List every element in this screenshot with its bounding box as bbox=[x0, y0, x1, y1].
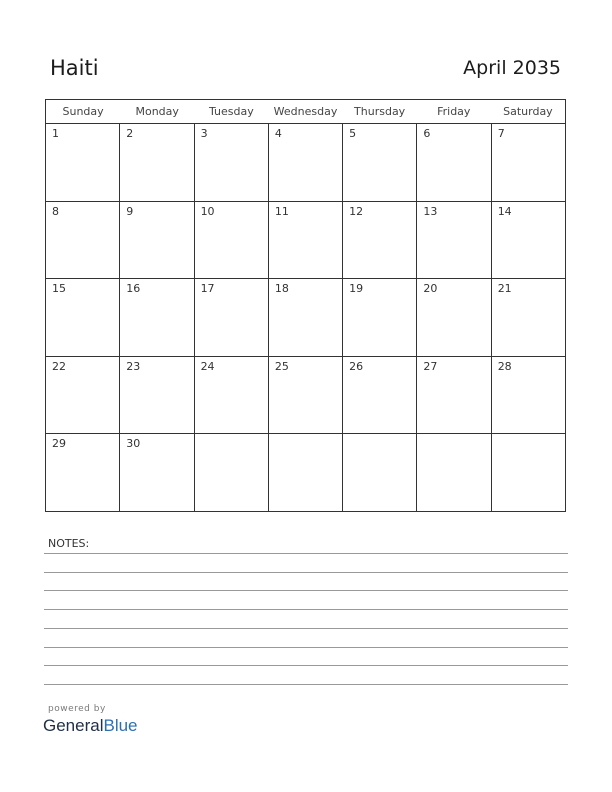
date-number: 13 bbox=[423, 204, 438, 218]
day-cell bbox=[269, 279, 343, 356]
date-number: 17 bbox=[200, 282, 215, 296]
weekday-sunday: Sunday bbox=[62, 105, 104, 118]
date-number: 2 bbox=[126, 127, 134, 140]
date-number: 25 bbox=[274, 359, 289, 373]
date-number: 19 bbox=[349, 282, 364, 296]
logo-text-blue: Blue bbox=[103, 716, 138, 735]
date-number: 26 bbox=[349, 359, 364, 373]
note-line bbox=[44, 609, 568, 610]
date-number: 14 bbox=[497, 204, 512, 218]
day-cell bbox=[269, 124, 343, 201]
weekday-header bbox=[46, 100, 565, 124]
week-row bbox=[46, 202, 565, 280]
calendar-grid bbox=[45, 99, 566, 512]
country-title: Haiti bbox=[50, 56, 99, 80]
date-number: 29 bbox=[52, 437, 66, 451]
weekday-saturday: Saturday bbox=[503, 105, 553, 118]
date-number: 7 bbox=[497, 127, 505, 140]
day-cell bbox=[46, 434, 120, 512]
day-cell bbox=[417, 279, 491, 356]
date-number: 24 bbox=[200, 359, 215, 373]
powered-by-text: powered by bbox=[48, 704, 106, 714]
date-number: 22 bbox=[52, 359, 66, 373]
day-cell bbox=[417, 434, 491, 512]
note-line bbox=[44, 553, 568, 554]
date-number: 18 bbox=[274, 282, 289, 296]
day-cell bbox=[195, 357, 269, 434]
date-number: 8 bbox=[52, 204, 59, 218]
week-row bbox=[46, 357, 565, 435]
date-number: 4 bbox=[274, 127, 282, 140]
weekday-tuesday: Tuesday bbox=[208, 105, 254, 118]
day-cell bbox=[417, 357, 491, 434]
week-row bbox=[46, 124, 565, 202]
weekday-friday: Friday bbox=[437, 105, 471, 118]
day-cell bbox=[120, 434, 194, 512]
date-number: 27 bbox=[423, 359, 438, 373]
day-cell bbox=[492, 357, 565, 434]
day-cell bbox=[492, 124, 565, 201]
day-cell bbox=[269, 357, 343, 434]
day-cell bbox=[120, 202, 194, 279]
day-cell bbox=[46, 279, 120, 356]
day-cell bbox=[343, 202, 417, 279]
date-number: 10 bbox=[200, 204, 215, 218]
date-number: 6 bbox=[423, 127, 431, 140]
date-number: 9 bbox=[126, 204, 134, 218]
day-cell bbox=[492, 279, 565, 356]
note-line bbox=[44, 665, 568, 666]
day-cell bbox=[343, 357, 417, 434]
note-line bbox=[44, 628, 568, 629]
date-number: 21 bbox=[497, 282, 512, 296]
date-number: 20 bbox=[423, 282, 438, 296]
date-number: 1 bbox=[52, 127, 59, 140]
date-number: 23 bbox=[126, 359, 141, 373]
generalblue-logo bbox=[43, 716, 138, 736]
date-number: 3 bbox=[200, 127, 208, 140]
date-number: 28 bbox=[497, 359, 512, 373]
day-cell bbox=[417, 202, 491, 279]
date-number: 11 bbox=[274, 204, 289, 218]
day-cell bbox=[46, 202, 120, 279]
weekday-thursday: Thursday bbox=[354, 105, 406, 118]
day-cell bbox=[417, 124, 491, 201]
day-cell bbox=[343, 279, 417, 356]
day-cell bbox=[269, 202, 343, 279]
week-row bbox=[46, 434, 565, 512]
date-number: 5 bbox=[349, 127, 357, 140]
date-number: 12 bbox=[349, 204, 364, 218]
note-line bbox=[44, 572, 568, 573]
weekday-wednesday: Wednesday bbox=[273, 105, 338, 118]
month-title: April 2035 bbox=[463, 57, 561, 79]
week-row bbox=[46, 279, 565, 357]
day-cell bbox=[343, 124, 417, 201]
day-cell bbox=[195, 202, 269, 279]
day-cell bbox=[269, 434, 343, 512]
day-cell bbox=[120, 357, 194, 434]
day-cell bbox=[120, 124, 194, 201]
day-cell bbox=[46, 124, 120, 201]
note-line bbox=[44, 590, 568, 591]
day-cell bbox=[195, 434, 269, 512]
note-line bbox=[44, 647, 568, 648]
day-cell bbox=[195, 124, 269, 201]
notes-label: NOTES: bbox=[48, 537, 90, 550]
weekday-monday: Monday bbox=[135, 105, 179, 118]
date-number: 15 bbox=[52, 282, 66, 296]
note-line bbox=[44, 684, 568, 685]
date-number: 30 bbox=[126, 437, 141, 451]
day-cell bbox=[343, 434, 417, 512]
date-number: 16 bbox=[126, 282, 141, 296]
day-cell bbox=[492, 434, 565, 512]
logo-text-general: General bbox=[43, 716, 104, 735]
day-cell bbox=[120, 279, 194, 356]
day-cell bbox=[46, 357, 120, 434]
day-cell bbox=[492, 202, 565, 279]
day-cell bbox=[195, 279, 269, 356]
